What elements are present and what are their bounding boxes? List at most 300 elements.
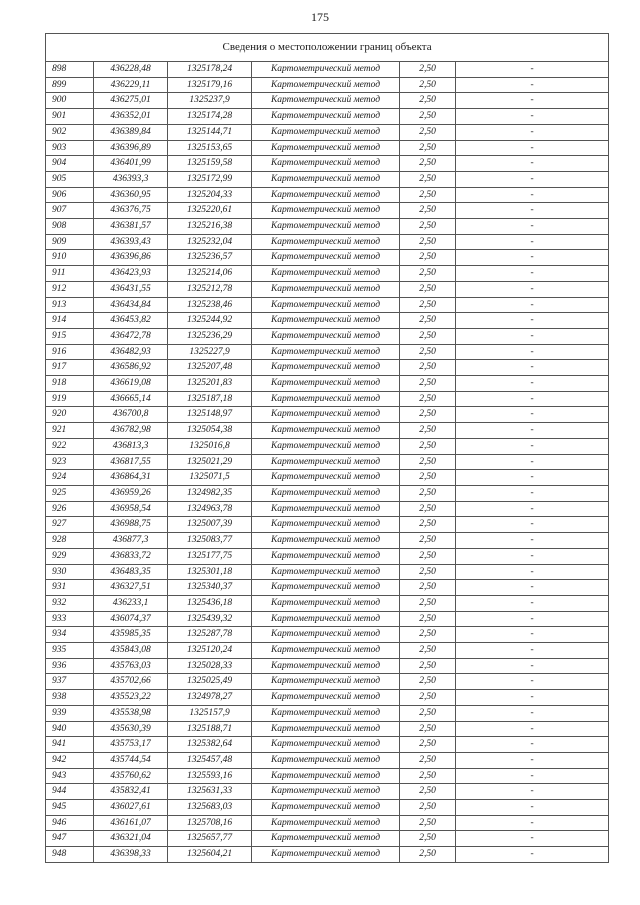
x-coordinate-cell: 436959,26 (94, 485, 168, 501)
x-coordinate-cell: 436817,55 (94, 454, 168, 470)
table-row (46, 234, 609, 250)
y-coordinate-cell: 1325436,18 (168, 595, 252, 611)
method-cell: Картометрический метод (252, 847, 400, 863)
y-coordinate-cell: 1325021,29 (168, 454, 252, 470)
method-cell: Картометрический метод (252, 423, 400, 439)
method-cell: Картометрический метод (252, 313, 400, 329)
description-cell: - (456, 815, 609, 831)
description-cell: - (456, 93, 609, 109)
x-coordinate-cell: 435538,98 (94, 705, 168, 721)
point-number-cell: 898 (46, 62, 94, 78)
x-coordinate-cell: 436813,3 (94, 438, 168, 454)
table-row (46, 752, 609, 768)
point-number-cell: 931 (46, 580, 94, 596)
accuracy-cell: 2,50 (400, 501, 456, 517)
description-cell: - (456, 281, 609, 297)
point-number-cell: 935 (46, 643, 94, 659)
accuracy-cell: 2,50 (400, 360, 456, 376)
table-row (46, 219, 609, 235)
point-number-cell: 937 (46, 674, 94, 690)
y-coordinate-cell: 1325287,78 (168, 627, 252, 643)
x-coordinate-cell: 435523,22 (94, 690, 168, 706)
method-cell: Картометрический метод (252, 470, 400, 486)
point-number-cell: 917 (46, 360, 94, 376)
point-number-cell: 928 (46, 533, 94, 549)
accuracy-cell: 2,50 (400, 297, 456, 313)
description-cell: - (456, 643, 609, 659)
x-coordinate-cell: 436398,33 (94, 847, 168, 863)
table-row (46, 705, 609, 721)
description-cell: - (456, 219, 609, 235)
method-cell: Картометрический метод (252, 705, 400, 721)
method-cell: Картометрический метод (252, 721, 400, 737)
accuracy-cell: 2,50 (400, 344, 456, 360)
x-coordinate-cell: 436431,55 (94, 281, 168, 297)
accuracy-cell: 2,50 (400, 93, 456, 109)
description-cell: - (456, 831, 609, 847)
table-row (46, 344, 609, 360)
table-row (46, 171, 609, 187)
table-row (46, 423, 609, 439)
x-coordinate-cell: 435832,41 (94, 784, 168, 800)
method-cell: Картометрический метод (252, 658, 400, 674)
y-coordinate-cell: 1325204,33 (168, 187, 252, 203)
description-cell: - (456, 564, 609, 580)
point-number-cell: 943 (46, 768, 94, 784)
method-cell: Картометрический метод (252, 171, 400, 187)
method-cell: Картометрический метод (252, 517, 400, 533)
x-coordinate-cell: 436864,31 (94, 470, 168, 486)
point-number-cell: 913 (46, 297, 94, 313)
method-cell: Картометрический метод (252, 643, 400, 659)
y-coordinate-cell: 1324963,78 (168, 501, 252, 517)
description-cell: - (456, 768, 609, 784)
y-coordinate-cell: 1325657,77 (168, 831, 252, 847)
accuracy-cell: 2,50 (400, 595, 456, 611)
point-number-cell: 926 (46, 501, 94, 517)
y-coordinate-cell: 1325172,99 (168, 171, 252, 187)
point-number-cell: 905 (46, 171, 94, 187)
point-number-cell: 899 (46, 77, 94, 93)
y-coordinate-cell: 1325216,38 (168, 219, 252, 235)
point-number-cell: 944 (46, 784, 94, 800)
method-cell: Картометрический метод (252, 250, 400, 266)
accuracy-cell: 2,50 (400, 768, 456, 784)
method-cell: Картометрический метод (252, 595, 400, 611)
description-cell: - (456, 454, 609, 470)
table-row (46, 815, 609, 831)
description-cell: - (456, 62, 609, 78)
y-coordinate-cell: 1324982,35 (168, 485, 252, 501)
y-coordinate-cell: 1325153,65 (168, 140, 252, 156)
accuracy-cell: 2,50 (400, 784, 456, 800)
accuracy-cell: 2,50 (400, 203, 456, 219)
y-coordinate-cell: 1325187,18 (168, 391, 252, 407)
x-coordinate-cell: 435760,62 (94, 768, 168, 784)
table-row (46, 658, 609, 674)
description-cell: - (456, 752, 609, 768)
method-cell: Картометрический метод (252, 407, 400, 423)
y-coordinate-cell: 1325238,46 (168, 297, 252, 313)
y-coordinate-cell: 1325683,03 (168, 800, 252, 816)
method-cell: Картометрический метод (252, 62, 400, 78)
point-number-cell: 922 (46, 438, 94, 454)
y-coordinate-cell: 1325236,29 (168, 328, 252, 344)
description-cell: - (456, 171, 609, 187)
description-cell: - (456, 140, 609, 156)
x-coordinate-cell: 436833,72 (94, 548, 168, 564)
table-row (46, 595, 609, 611)
method-cell: Картометрический метод (252, 156, 400, 172)
point-number-cell: 927 (46, 517, 94, 533)
table-row (46, 580, 609, 596)
point-number-cell: 916 (46, 344, 94, 360)
y-coordinate-cell: 1325439,32 (168, 611, 252, 627)
x-coordinate-cell: 436423,93 (94, 266, 168, 282)
table-row (46, 501, 609, 517)
y-coordinate-cell: 1325220,61 (168, 203, 252, 219)
description-cell: - (456, 344, 609, 360)
description-cell: - (456, 800, 609, 816)
table-row (46, 847, 609, 863)
description-cell: - (456, 580, 609, 596)
y-coordinate-cell: 1325708,16 (168, 815, 252, 831)
method-cell: Картометрический метод (252, 328, 400, 344)
method-cell: Картометрический метод (252, 768, 400, 784)
y-coordinate-cell: 1325227,9 (168, 344, 252, 360)
description-cell: - (456, 690, 609, 706)
x-coordinate-cell: 435744,54 (94, 752, 168, 768)
description-cell: - (456, 297, 609, 313)
y-coordinate-cell: 1325120,24 (168, 643, 252, 659)
method-cell: Картометрический метод (252, 454, 400, 470)
y-coordinate-cell: 1325028,33 (168, 658, 252, 674)
y-coordinate-cell: 1325212,78 (168, 281, 252, 297)
point-number-cell: 909 (46, 234, 94, 250)
x-coordinate-cell: 436782,98 (94, 423, 168, 439)
method-cell: Картометрический метод (252, 611, 400, 627)
y-coordinate-cell: 1325201,83 (168, 376, 252, 392)
accuracy-cell: 2,50 (400, 831, 456, 847)
accuracy-cell: 2,50 (400, 658, 456, 674)
table-row (46, 407, 609, 423)
x-coordinate-cell: 436275,01 (94, 93, 168, 109)
y-coordinate-cell: 1325457,48 (168, 752, 252, 768)
method-cell: Картометрический метод (252, 376, 400, 392)
x-coordinate-cell: 436027,61 (94, 800, 168, 816)
x-coordinate-cell: 436396,86 (94, 250, 168, 266)
accuracy-cell: 2,50 (400, 800, 456, 816)
description-cell: - (456, 501, 609, 517)
point-number-cell: 933 (46, 611, 94, 627)
table-row (46, 328, 609, 344)
table-row (46, 470, 609, 486)
table-row (46, 281, 609, 297)
description-cell: - (456, 234, 609, 250)
description-cell: - (456, 250, 609, 266)
accuracy-cell: 2,50 (400, 250, 456, 266)
description-cell: - (456, 470, 609, 486)
accuracy-cell: 2,50 (400, 328, 456, 344)
table-row (46, 266, 609, 282)
point-number-cell: 929 (46, 548, 94, 564)
x-coordinate-cell: 435702,66 (94, 674, 168, 690)
method-cell: Картометрический метод (252, 690, 400, 706)
description-cell: - (456, 627, 609, 643)
y-coordinate-cell: 1325214,06 (168, 266, 252, 282)
y-coordinate-cell: 1325054,38 (168, 423, 252, 439)
point-number-cell: 923 (46, 454, 94, 470)
table-row (46, 611, 609, 627)
x-coordinate-cell: 435985,35 (94, 627, 168, 643)
y-coordinate-cell: 1325159,58 (168, 156, 252, 172)
table-row (46, 690, 609, 706)
point-number-cell: 912 (46, 281, 94, 297)
accuracy-cell: 2,50 (400, 752, 456, 768)
accuracy-cell: 2,50 (400, 187, 456, 203)
point-number-cell: 908 (46, 219, 94, 235)
description-cell: - (456, 611, 609, 627)
method-cell: Картометрический метод (252, 203, 400, 219)
x-coordinate-cell: 436988,75 (94, 517, 168, 533)
method-cell: Картометрический метод (252, 297, 400, 313)
point-number-cell: 903 (46, 140, 94, 156)
x-coordinate-cell: 436396,89 (94, 140, 168, 156)
table-row (46, 62, 609, 78)
method-cell: Картометрический метод (252, 93, 400, 109)
y-coordinate-cell: 1325236,57 (168, 250, 252, 266)
table-row (46, 93, 609, 109)
point-number-cell: 941 (46, 737, 94, 753)
y-coordinate-cell: 1325631,33 (168, 784, 252, 800)
accuracy-cell: 2,50 (400, 564, 456, 580)
table-row (46, 485, 609, 501)
x-coordinate-cell: 436381,57 (94, 219, 168, 235)
description-cell: - (456, 674, 609, 690)
x-coordinate-cell: 436453,82 (94, 313, 168, 329)
accuracy-cell: 2,50 (400, 580, 456, 596)
x-coordinate-cell: 436228,48 (94, 62, 168, 78)
accuracy-cell: 2,50 (400, 156, 456, 172)
description-cell: - (456, 784, 609, 800)
point-number-cell: 934 (46, 627, 94, 643)
method-cell: Картометрический метод (252, 219, 400, 235)
point-number-cell: 915 (46, 328, 94, 344)
method-cell: Картометрический метод (252, 266, 400, 282)
x-coordinate-cell: 436401,99 (94, 156, 168, 172)
table-row (46, 564, 609, 580)
point-number-cell: 938 (46, 690, 94, 706)
description-cell: - (456, 438, 609, 454)
description-cell: - (456, 313, 609, 329)
x-coordinate-cell: 436877,3 (94, 533, 168, 549)
table-row (46, 376, 609, 392)
x-coordinate-cell: 436619,08 (94, 376, 168, 392)
description-cell: - (456, 423, 609, 439)
x-coordinate-cell: 436393,43 (94, 234, 168, 250)
accuracy-cell: 2,50 (400, 423, 456, 439)
method-cell: Картометрический метод (252, 784, 400, 800)
accuracy-cell: 2,50 (400, 234, 456, 250)
accuracy-cell: 2,50 (400, 517, 456, 533)
description-cell: - (456, 721, 609, 737)
table-row (46, 768, 609, 784)
x-coordinate-cell: 435843,08 (94, 643, 168, 659)
table-row (46, 77, 609, 93)
accuracy-cell: 2,50 (400, 171, 456, 187)
method-cell: Картометрический метод (252, 564, 400, 580)
table-row (46, 250, 609, 266)
table-row (46, 831, 609, 847)
x-coordinate-cell: 436700,8 (94, 407, 168, 423)
y-coordinate-cell: 1325604,21 (168, 847, 252, 863)
y-coordinate-cell: 1325144,71 (168, 124, 252, 140)
page-number: 175 (311, 10, 329, 24)
method-cell: Картометрический метод (252, 234, 400, 250)
method-cell: Картометрический метод (252, 533, 400, 549)
y-coordinate-cell: 1325025,49 (168, 674, 252, 690)
point-number-cell: 920 (46, 407, 94, 423)
method-cell: Картометрический метод (252, 281, 400, 297)
method-cell: Картометрический метод (252, 344, 400, 360)
y-coordinate-cell: 1325593,16 (168, 768, 252, 784)
point-number-cell: 904 (46, 156, 94, 172)
y-coordinate-cell: 1325237,9 (168, 93, 252, 109)
table-row (46, 203, 609, 219)
table-header-row (46, 34, 609, 62)
y-coordinate-cell: 1325179,16 (168, 77, 252, 93)
table-row (46, 548, 609, 564)
point-number-cell: 945 (46, 800, 94, 816)
method-cell: Картометрический метод (252, 140, 400, 156)
description-cell: - (456, 360, 609, 376)
x-coordinate-cell: 436360,95 (94, 187, 168, 203)
point-number-cell: 932 (46, 595, 94, 611)
description-cell: - (456, 187, 609, 203)
table-row (46, 360, 609, 376)
table-title: Сведения о местоположении границ объекта (46, 34, 609, 62)
accuracy-cell: 2,50 (400, 815, 456, 831)
point-number-cell: 946 (46, 815, 94, 831)
y-coordinate-cell: 1324978,27 (168, 690, 252, 706)
x-coordinate-cell: 436434,84 (94, 297, 168, 313)
method-cell: Картометрический метод (252, 548, 400, 564)
description-cell: - (456, 124, 609, 140)
table-row (46, 140, 609, 156)
accuracy-cell: 2,50 (400, 376, 456, 392)
description-cell: - (456, 407, 609, 423)
method-cell: Картометрический метод (252, 627, 400, 643)
accuracy-cell: 2,50 (400, 391, 456, 407)
x-coordinate-cell: 436483,35 (94, 564, 168, 580)
table-row (46, 643, 609, 659)
accuracy-cell: 2,50 (400, 124, 456, 140)
x-coordinate-cell: 436393,3 (94, 171, 168, 187)
y-coordinate-cell: 1325016,8 (168, 438, 252, 454)
table-row (46, 156, 609, 172)
x-coordinate-cell: 436665,14 (94, 391, 168, 407)
y-coordinate-cell: 1325232,04 (168, 234, 252, 250)
y-coordinate-cell: 1325244,92 (168, 313, 252, 329)
accuracy-cell: 2,50 (400, 62, 456, 78)
y-coordinate-cell: 1325382,64 (168, 737, 252, 753)
description-cell: - (456, 266, 609, 282)
x-coordinate-cell: 435630,39 (94, 721, 168, 737)
accuracy-cell: 2,50 (400, 627, 456, 643)
x-coordinate-cell: 436352,01 (94, 109, 168, 125)
x-coordinate-cell: 436389,84 (94, 124, 168, 140)
y-coordinate-cell: 1325007,39 (168, 517, 252, 533)
accuracy-cell: 2,50 (400, 674, 456, 690)
description-cell: - (456, 391, 609, 407)
accuracy-cell: 2,50 (400, 737, 456, 753)
table-row (46, 438, 609, 454)
method-cell: Картометрический метод (252, 438, 400, 454)
x-coordinate-cell: 436327,51 (94, 580, 168, 596)
method-cell: Картометрический метод (252, 391, 400, 407)
method-cell: Картометрический метод (252, 737, 400, 753)
accuracy-cell: 2,50 (400, 313, 456, 329)
accuracy-cell: 2,50 (400, 407, 456, 423)
table-row (46, 517, 609, 533)
point-number-cell: 936 (46, 658, 94, 674)
point-number-cell: 901 (46, 109, 94, 125)
y-coordinate-cell: 1325174,28 (168, 109, 252, 125)
y-coordinate-cell: 1325083,77 (168, 533, 252, 549)
accuracy-cell: 2,50 (400, 705, 456, 721)
method-cell: Картометрический метод (252, 831, 400, 847)
x-coordinate-cell: 436161,07 (94, 815, 168, 831)
x-coordinate-cell: 436233,1 (94, 595, 168, 611)
point-number-cell: 925 (46, 485, 94, 501)
point-number-cell: 902 (46, 124, 94, 140)
accuracy-cell: 2,50 (400, 643, 456, 659)
point-number-cell: 910 (46, 250, 94, 266)
accuracy-cell: 2,50 (400, 721, 456, 737)
table-row (46, 800, 609, 816)
point-number-cell: 900 (46, 93, 94, 109)
y-coordinate-cell: 1325178,24 (168, 62, 252, 78)
table-row (46, 297, 609, 313)
x-coordinate-cell: 436321,04 (94, 831, 168, 847)
x-coordinate-cell: 436472,78 (94, 328, 168, 344)
x-coordinate-cell: 435753,17 (94, 737, 168, 753)
table-row (46, 784, 609, 800)
table-body (46, 34, 609, 863)
method-cell: Картометрический метод (252, 77, 400, 93)
method-cell: Картометрический метод (252, 752, 400, 768)
x-coordinate-cell: 436958,54 (94, 501, 168, 517)
point-number-cell: 906 (46, 187, 94, 203)
accuracy-cell: 2,50 (400, 266, 456, 282)
table-row (46, 391, 609, 407)
accuracy-cell: 2,50 (400, 219, 456, 235)
point-number-cell: 907 (46, 203, 94, 219)
description-cell: - (456, 328, 609, 344)
accuracy-cell: 2,50 (400, 140, 456, 156)
table-row (46, 124, 609, 140)
table-row (46, 454, 609, 470)
table-row (46, 109, 609, 125)
method-cell: Картометрический метод (252, 501, 400, 517)
accuracy-cell: 2,50 (400, 611, 456, 627)
y-coordinate-cell: 1325207,48 (168, 360, 252, 376)
accuracy-cell: 2,50 (400, 847, 456, 863)
table-row (46, 533, 609, 549)
accuracy-cell: 2,50 (400, 454, 456, 470)
description-cell: - (456, 737, 609, 753)
description-cell: - (456, 485, 609, 501)
